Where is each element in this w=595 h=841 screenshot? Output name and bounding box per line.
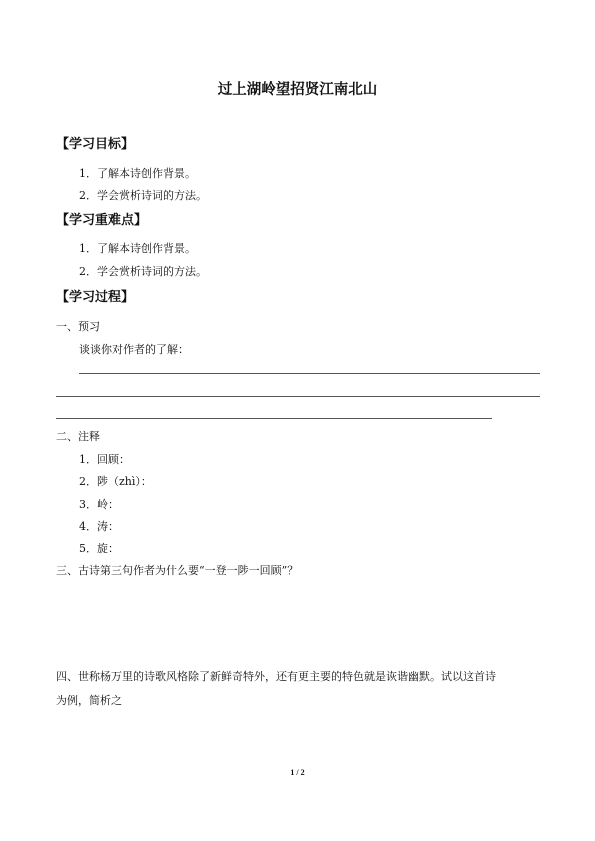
preview-label: 一、预习	[56, 320, 100, 333]
page-title: 过上湖岭望招贤江南北山	[217, 82, 378, 98]
answer-line-3	[56, 418, 492, 419]
preview-prompt: 谈谈你对作者的了解：	[79, 343, 189, 356]
key-point-item-1: 1．了解本诗创作背景。	[79, 242, 196, 255]
note-item-3: 3．岭：	[79, 498, 119, 511]
notes-label: 二、注释	[56, 430, 100, 443]
answer-line-2	[56, 396, 540, 397]
note-item-1: 1．回顾：	[79, 453, 130, 466]
note-item-5: 5．旋：	[79, 542, 119, 555]
note-item-4: 4．涛：	[79, 520, 119, 533]
section-heading-key-points: 【学习重难点】	[56, 213, 148, 228]
question-3: 三、古诗第三句作者为什么要“一登一陟一回顾”？	[56, 564, 299, 577]
goal-item-1: 1．了解本诗创作背景。	[79, 167, 196, 180]
section-heading-goals: 【学习目标】	[56, 137, 135, 152]
goal-item-2: 2．学会赏析诗词的方法。	[79, 189, 207, 202]
question-4-line-2: 为例，简析之	[56, 694, 122, 707]
page-number: 1 / 2	[290, 768, 305, 777]
note-item-2: 2．陟（zhì）：	[79, 475, 152, 488]
section-heading-process: 【学习过程】	[56, 290, 135, 305]
key-point-item-2: 2．学会赏析诗词的方法。	[79, 265, 207, 278]
question-4-line-1: 四、世称杨万里的诗歌风格除了新鲜奇特外，还有更主要的特色就是诙谐幽默。试以这首诗	[56, 670, 496, 683]
answer-line-1	[79, 373, 540, 374]
